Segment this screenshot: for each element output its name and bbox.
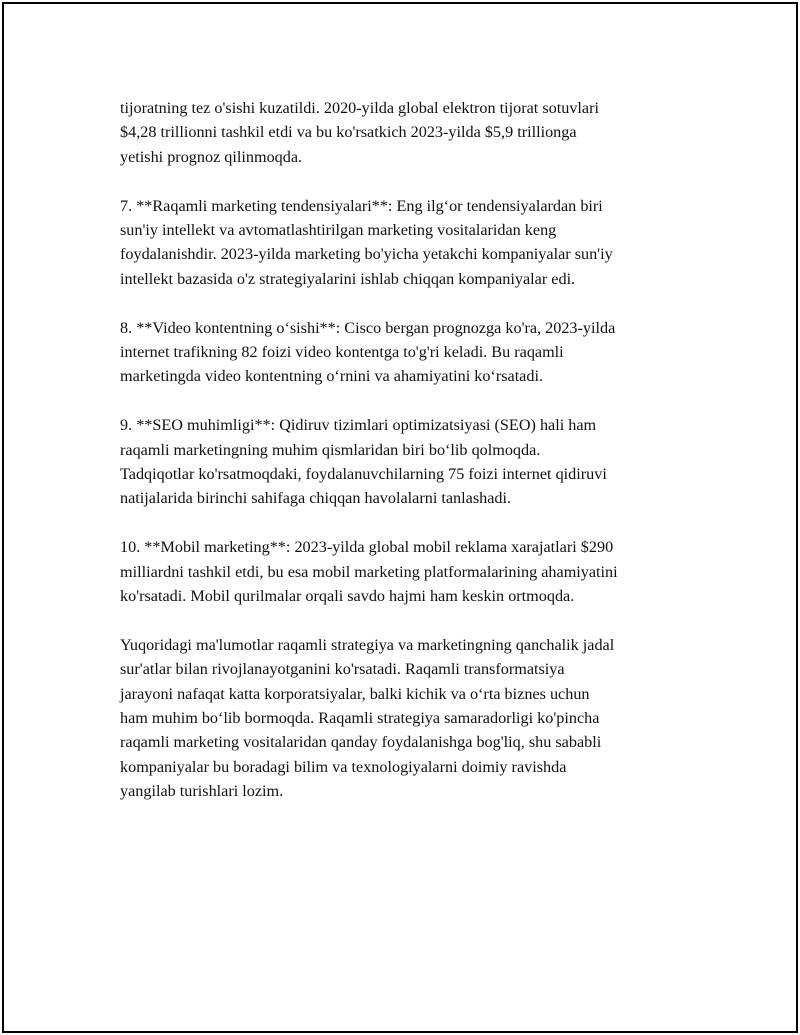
paragraph-marketing-trends: 7. **Raqamli marketing tendensiyalari**: Eng ilg‘or tendensiyalardan biri sun'iy intellekt va avtomatlashtirilgan marketing vositalaridan keng foydalanishdir. 2023-yilda marketing bo'yicha yetakchi kompaniyalar sun'iy intellekt bazasida o'z strategiyalarini ishlab chiqqan kompaniyalar edi. xyxy=(120,196,613,288)
paragraph-mobile-marketing: 10. **Mobil marketing**: 2023-yilda global mobil reklama xarajatlari $290 milliardni tashkil etdi, bu esa mobil marketing platformalarining ahamiyatini ko'rsatadi. Mobil qurilmalar orqali savdo hajmi ham keskin ortmoqda. xyxy=(120,538,618,606)
paragraph-video-content: 8. **Video kontentning o‘sishi**: Cisco bergan prognozga ko'ra, 2023-yilda internet trafikning 82 foizi video kontentga to'g'ri keladi. Bu raqamli marketingda video kontentning o‘rnini va ahamiyatini ko‘rsatadi. xyxy=(120,318,616,386)
document-page xyxy=(2,2,798,1033)
document-body xyxy=(120,96,700,828)
paragraph-seo: 9. **SEO muhimligi**: Qidiruv tizimlari optimizatsiyasi (SEO) hali ham raqamli marketingning muhim qismlaridan biri bo‘lib qolmoqda. Tadqiqotlar ko'rsatmoqdaki, foydalanuvchilarning 75 foizi internet qidiruvi natijalarida birinchi sahifaga chiqqan havolalarni tanlashadi. xyxy=(120,416,607,508)
paragraph-conclusion: Yuqoridagi ma'lumotlar raqamli strategiya va marketingning qanchalik jadal sur'atlar bilan rivojlanayotganini ko'rsatadi. Raqamli transformatsiya jarayoni nafaqat katta korporatsiyalar, balki kichik va o‘rta biznes uchun ham muhim bo‘lib bormoqda. Raqamli strategiya samaradorligi ko'pincha raqamli marketing vositalaridan qanday foydalanishga bog'liq, shu sababli kompaniyalar bu boradagi bilim va texnologiyalarni doimiy ravishda yangilab turishlari lozim. xyxy=(120,635,615,801)
paragraph-ecommerce-continued: tijoratning tez o'sishi kuzatildi. 2020-yilda global elektron tijorat sotuvlari $4,28 trillionni tashkil etdi va bu ko'rsatkich 2023-yilda $5,9 trillionga yetishi prognoz qilinmoqda. xyxy=(120,99,600,166)
